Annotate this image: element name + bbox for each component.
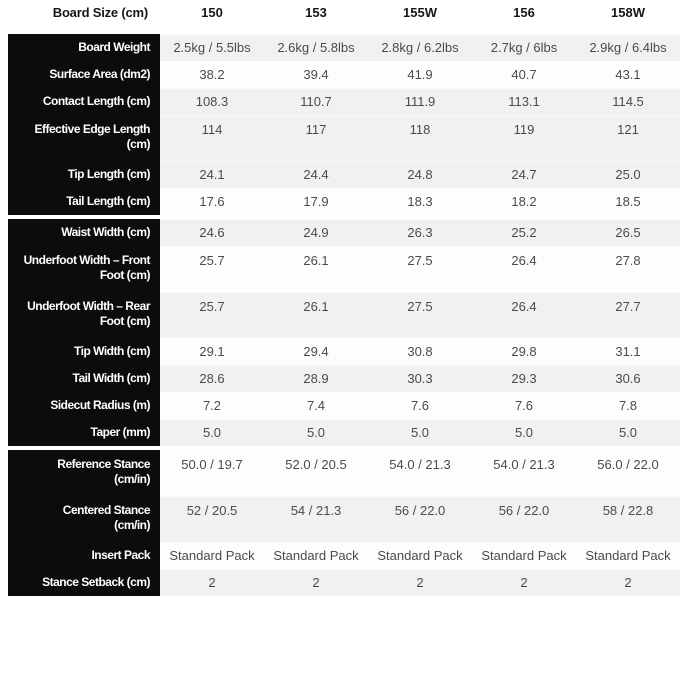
size-column-header: 158W [611,5,645,20]
row-cells [160,569,680,596]
spec-value-cell: 26.3 [407,225,433,240]
table-row [0,419,680,446]
spec-value-cell: 7.6 [514,398,534,413]
spec-value-cell: 30.6 [615,371,641,386]
spec-value-cell: 27.8 [615,253,641,268]
row-cells [160,246,680,292]
spec-value-cell: 29.8 [511,344,537,359]
spec-value-cell: 7.2 [202,398,222,413]
table-row [0,365,680,392]
spec-value-cell: 26.1 [303,253,329,268]
spec-value-cell: 118 [409,122,431,137]
spec-value-cell: 27.7 [615,299,641,314]
size-column-header: 155W [403,5,437,20]
spec-value-cell: 39.4 [303,67,329,82]
table-row [0,61,680,88]
header-row [0,0,680,34]
spec-value-cell: 38.2 [199,67,225,82]
spec-value-cell: 24.4 [303,167,329,182]
row-cells [160,88,680,115]
spec-value-cell: 2 [624,575,632,590]
spec-value-cell: 24.9 [303,225,329,240]
spec-value-cell: 2.5kg / 5.5lbs [173,40,251,55]
row-cells [160,219,680,246]
spec-value-cell: 30.3 [407,371,433,386]
row-label: Tail Length (cm) [8,188,160,215]
table-row [0,34,680,61]
spec-value-cell: 2.8kg / 6.2lbs [381,40,459,55]
spec-value-cell: 56.0 / 22.0 [597,457,659,472]
spec-value-cell: 121 [617,122,639,137]
row-cells [160,542,680,569]
row-cells [160,496,680,542]
row-label: Taper (mm) [8,419,160,446]
spec-value-cell: Standard Pack [273,548,359,563]
size-column-header: 153 [305,5,327,20]
board-size-label: Board Size (cm) [52,5,148,20]
table-section [0,219,680,446]
row-label: Effective Edge Length (cm) [8,115,160,161]
row-cells [160,338,680,365]
spec-value-cell: 30.8 [407,344,433,359]
spec-value-cell: 5.0 [618,425,638,440]
spec-value-cell: 58 / 22.8 [602,503,654,518]
spec-value-cell: 2 [416,575,424,590]
spec-value-cell: 111.9 [404,94,436,109]
spec-value-cell: 5.0 [514,425,534,440]
table-row [0,338,680,365]
spec-value-cell: Standard Pack [169,548,255,563]
spec-value-cell: 54.0 / 21.3 [493,457,555,472]
spec-value-cell: Standard Pack [481,548,567,563]
row-label: Tail Width (cm) [8,365,160,392]
spec-value-cell: 24.8 [407,167,433,182]
spec-value-cell: 5.0 [410,425,430,440]
row-label: Centered Stance (cm/in) [8,496,160,542]
table-row [0,161,680,188]
spec-value-cell: Standard Pack [377,548,463,563]
spec-value-cell: 2.9kg / 6.4lbs [589,40,667,55]
size-column-headers [160,4,680,22]
row-label: Stance Setback (cm) [8,569,160,596]
table-section [0,34,680,215]
spec-value-cell: 108.3 [195,94,229,109]
spec-value-cell: 25.7 [199,299,225,314]
table-row [0,542,680,569]
spec-value-cell: 28.6 [199,371,225,386]
row-cells [160,419,680,446]
spec-value-cell: 26.5 [615,225,641,240]
row-cells [160,292,680,338]
spec-value-cell: 29.4 [303,344,329,359]
table-body [0,34,680,596]
spec-value-cell: 5.0 [306,425,326,440]
row-label: Board Weight [8,34,160,61]
spec-value-cell: 2 [312,575,320,590]
spec-value-cell: 26.1 [303,299,329,314]
spec-value-cell: 56 / 22.0 [394,503,446,518]
spec-value-cell: 18.3 [407,194,433,209]
spec-value-cell: 2.7kg / 6lbs [490,40,558,55]
row-cells [160,61,680,88]
row-cells [160,450,680,496]
table-row [0,496,680,542]
spec-value-cell: 114 [201,122,223,137]
spec-value-cell: 25.0 [615,167,641,182]
row-cells [160,34,680,61]
spec-value-cell: 52 / 20.5 [186,503,238,518]
spec-value-cell: 110.7 [300,94,332,109]
row-label: Underfoot Width – Rear Foot (cm) [8,292,160,338]
table-row [0,392,680,419]
spec-value-cell: 26.4 [511,299,537,314]
table-row [0,450,680,496]
spec-value-cell: 25.2 [511,225,537,240]
row-cells [160,365,680,392]
row-label: Underfoot Width – Front Foot (cm) [8,246,160,292]
row-label: Surface Area (dm2) [8,61,160,88]
spec-value-cell: 2 [520,575,528,590]
spec-value-cell: Standard Pack [585,548,671,563]
spec-value-cell: 2.6kg / 5.8lbs [277,40,355,55]
spec-value-cell: 54.0 / 21.3 [389,457,451,472]
row-label: Waist Width (cm) [8,219,160,246]
spec-value-cell: 54 / 21.3 [290,503,342,518]
spec-value-cell: 7.4 [306,398,326,413]
spec-value-cell: 27.5 [407,253,433,268]
row-cells [160,115,680,161]
spec-value-cell: 50.0 / 19.7 [181,457,243,472]
spec-value-cell: 40.7 [511,67,537,82]
spec-value-cell: 5.0 [202,425,222,440]
spec-value-cell: 43.1 [615,67,641,82]
row-label: Reference Stance (cm/in) [8,450,160,496]
spec-value-cell: 29.3 [511,371,537,386]
table-row [0,88,680,115]
spec-value-cell: 28.9 [303,371,329,386]
spec-value-cell: 26.4 [511,253,537,268]
spec-value-cell: 2 [208,575,216,590]
size-column-header: 156 [513,5,535,20]
spec-value-cell: 17.6 [199,194,225,209]
spec-value-cell: 52.0 / 20.5 [285,457,347,472]
spec-value-cell: 24.7 [511,167,537,182]
spec-value-cell: 17.9 [303,194,329,209]
spec-value-cell: 24.1 [199,167,225,182]
spec-value-cell: 7.8 [618,398,638,413]
spec-value-cell: 7.6 [410,398,430,413]
spec-value-cell: 31.1 [615,344,641,359]
spec-value-cell: 29.1 [199,344,225,359]
spec-value-cell: 56 / 22.0 [498,503,550,518]
table-row [0,115,680,161]
spec-value-cell: 18.2 [511,194,537,209]
table-row [0,188,680,215]
table-row [0,219,680,246]
row-label: Sidecut Radius (m) [8,392,160,419]
spec-value-cell: 27.5 [407,299,433,314]
table-row [0,292,680,338]
table-row [0,569,680,596]
row-label: Insert Pack [8,542,160,569]
row-cells [160,392,680,419]
spec-value-cell: 18.5 [615,194,641,209]
row-cells [160,188,680,215]
spec-value-cell: 117 [305,122,327,137]
spec-value-cell: 24.6 [199,225,225,240]
table-section [0,450,680,596]
spec-value-cell: 119 [513,122,535,137]
spec-value-cell: 41.9 [407,67,433,82]
spec-value-cell: 25.7 [199,253,225,268]
spec-value-cell: 114.5 [612,94,644,109]
row-label: Tip Width (cm) [8,338,160,365]
row-cells [160,161,680,188]
spec-value-cell: 113.1 [508,94,540,109]
size-column-header: 150 [201,5,223,20]
row-label: Contact Length (cm) [8,88,160,115]
table-row [0,246,680,292]
row-label: Tip Length (cm) [8,161,160,188]
